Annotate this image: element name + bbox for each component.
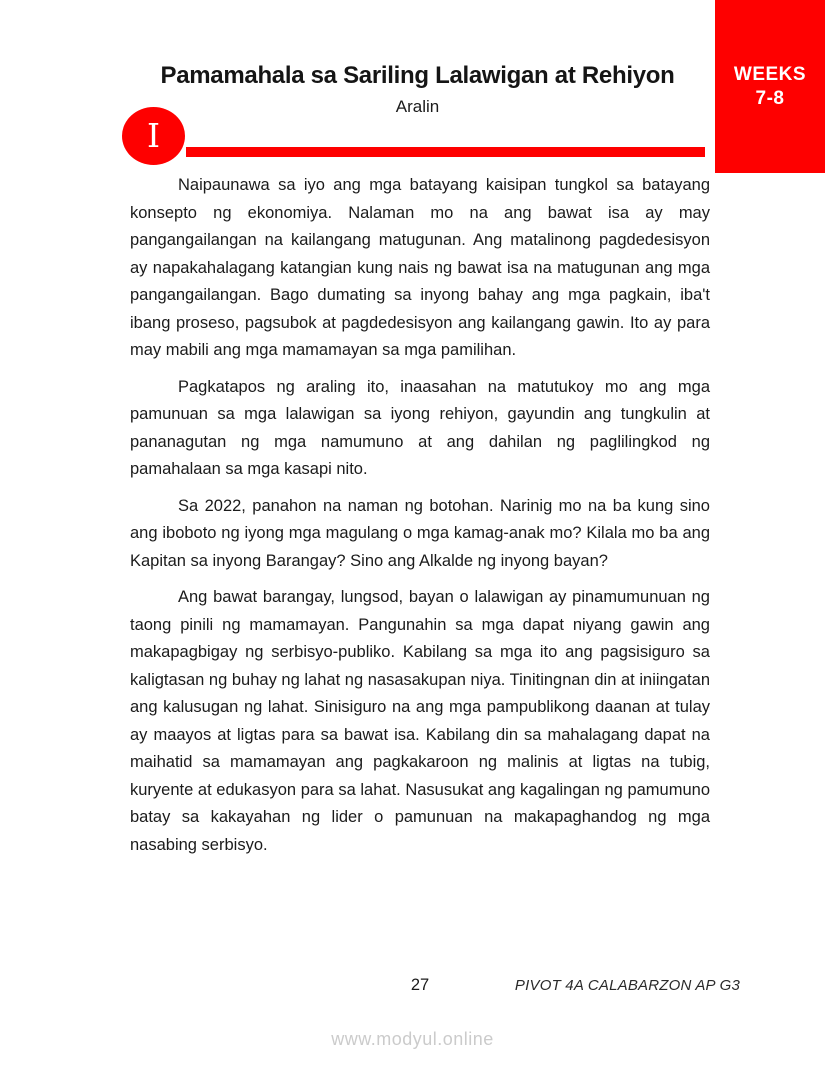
page-subtitle: Aralin: [395, 97, 440, 116]
weeks-badge: [715, 0, 825, 173]
watermark: www.modyul.online: [331, 1029, 494, 1049]
title-rule: [186, 147, 705, 157]
page-title: Pamamahala sa Sariling Lalawigan at Rehiyon: [160, 62, 675, 89]
body-paragraph-1: Naipaunawa sa iyo ang mga batayang kaisipan tungkol sa batayang konsepto ng ekonomiya. Nalaman mo na ang bawat isa ay may pangangailangan na kailangang matugunan. Ang matalinong pagdedesisyon ay napakahalagang katangian kung nais ng bawat isa na matugunan ang mga pangangailangan. Bago dumating sa inyong bahay ang mga pagkain, iba't ibang proseso, pagsubok at pagdedesisyon ang kailangang gawin. Ito ay para may mabili ang mga mamamayan sa mga pamilihan.: [130, 176, 710, 359]
lesson-body: [130, 172, 710, 868]
lesson-number-badge: [122, 107, 185, 165]
body-paragraph-4: Ang bawat barangay, lungsod, bayan o lalawigan ay pinamumunuan ng taong pinili ng mamamayan. Pangunahin sa mga dapat niyang gawin ang makapagbigay ng serbisyo-publiko. Kabilang sa mga ito ang pagsisiguro sa kaligtasan ng buhay ng lahat ng nasasakupan niya. Tinitingnan din at iniingatan ang kalusugan ng lahat. Sinisiguro na ang mga pampublikong daanan at tulay ay maayos at ligtas para sa bawat isa. Kabilang din sa mahalagang dapat na maihatid sa mamamayan ang pagkakaroon ng malinis at ligtas na tubig, kuryente at edukasyon para sa lahat. Nasusukat ang kagalingan ng pamumuno batay sa kakayahan ng lider o pamunuan na makapaghandog ng mga nasabing serbisyo.: [130, 588, 710, 854]
page-number: 27: [410, 976, 430, 994]
body-paragraph-2: Pagkatapos ng araling ito, inaasahan na matutukoy mo ang mga pamunuan sa mga lalawigan sa iyong rehiyon, gayundin ang tungkulin at pananagutan ng mga namumuno at ang dahilan ng paglilingkod ng pamahalaan sa mga kasapi nito.: [130, 377, 710, 478]
weeks-badge-line1: WEEKS: [733, 63, 807, 85]
edition-label: PIVOT 4A CALABARZON AP G3: [514, 977, 740, 994]
body-paragraph-3: Sa 2022, panahon na naman ng botohan. Narinig mo na ba kung sino ang iboboto ng iyong mga magulang o mga kamag-anak mo? Kilala mo ba ang Kapitan sa inyong Barangay? Sino ang Alkalde ng inyong bayan?: [130, 496, 710, 570]
lesson-numeral: I: [146, 115, 161, 155]
weeks-badge-line2: 7-8: [755, 87, 785, 109]
